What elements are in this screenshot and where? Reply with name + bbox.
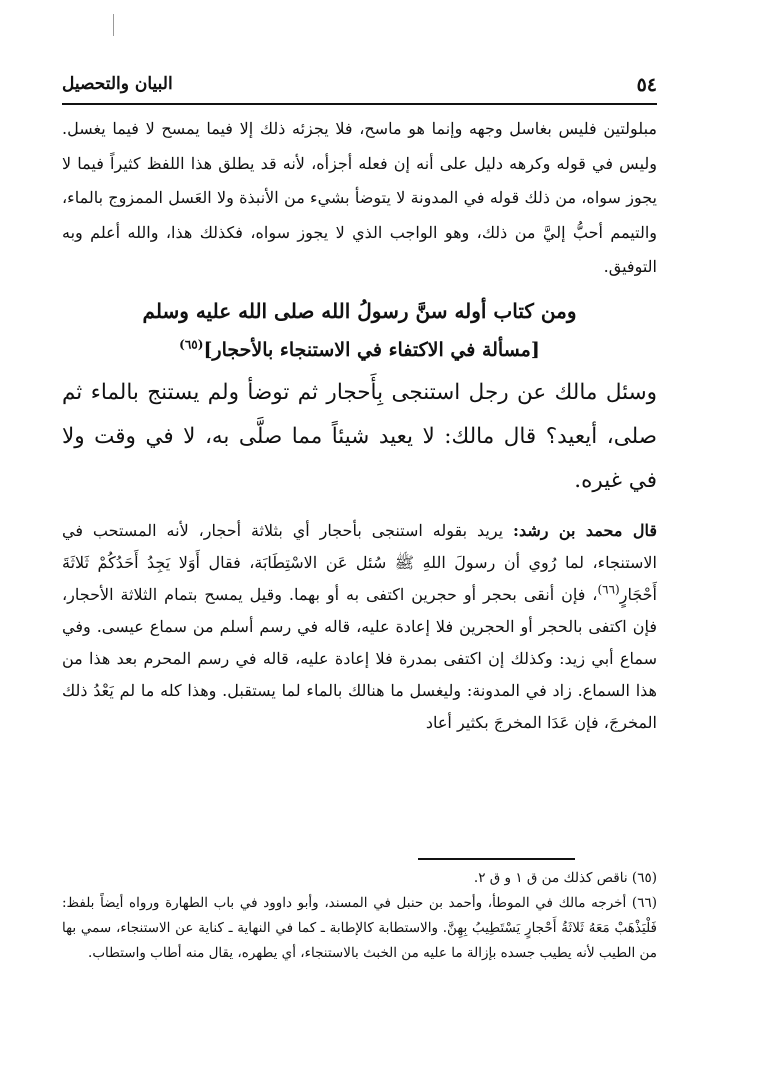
commentary-speaker: قال محمد بن رشد: <box>513 520 658 540</box>
footnote-number: (٦٥) <box>631 870 657 886</box>
footnote-66 <box>62 891 657 966</box>
footnote-number: (٦٦) <box>631 895 657 911</box>
commentary-paragraph <box>62 515 657 739</box>
main-text <box>62 112 657 739</box>
margin-mark <box>113 14 114 36</box>
header-rule <box>62 103 657 105</box>
commentary-text-1: يريد بقوله استنجى بأحجار أي بثلاثة أحجار، لأنه المستحب في الاستنجاء، لما رُوي أن رسولَ اللهِ ﷺ سُئل عَن الاسْتِطَابَة، فقال أَوَلا يَجِدُ أَحَدُكُمْ ثَلاثَةَ أَحْجَارٍ <box>62 520 657 604</box>
commentary-text-2: ، فإن أنقى بحجر أو حجرين اكتفى به أو بهما. وقيل يمسح بتمام الثلاثة الأحجار، فإن اكتفى بالحجر أو الحجرين فلا إعادة عليه، قاله في رسم أسلم من سماع عيسى. وفي سماع أبي زيد: وكذلك إن اكتفى بمدرة فلا إعادة عليه، قاله في رسم المحرم بعد هذا من هذا السماع. زاد في المدونة: وليغسل ما هنالك بالماء لما يستقبل. وهذا كله ما لم يَعْدُ ذلك المخرجَ، فإن عَدَا المخرجَ بكثير أعاد <box>62 584 657 732</box>
footnote-ref-65: (٦٥) <box>179 337 204 352</box>
running-title: البيان والتحصيل <box>62 74 173 94</box>
intro-paragraph: مبلولتين فليس بغاسل وجهه وإنما هو ماسح، فلا يجزئه ذلك إلا فيما يمسح لا فيما يغسل. وليس في قوله وكرهه دليل على أنه إن فعله أجزأه، لأنه قد يطلق هذا اللفظ كثيراً فيما لا يجوز سواه، من ذلك قوله في المدونة لا يتوضأ بشيء من الأنبذة ولا العَسل الممزوج بالماء، والتيمم أحبُّ إليَّ من ذلك، وهو الواجب الذي لا يجوز سواه، فكذلك هذا، والله أعلم وبه التوفيق. <box>62 119 657 276</box>
page-number: ٥٤ <box>636 74 657 96</box>
footnote-ref-66: (٦٦) <box>597 582 620 597</box>
issue-title-text: [مسألة في الاكتفاء في الاستنجاء بالأحجار] <box>203 338 540 361</box>
footnotes <box>62 866 657 966</box>
question-paragraph: وسئل مالك عن رجل استنجى بِأَحجار ثم توضأ ولم يستنج بالماء ثم صلى، أيعيد؟ قال مالك: لا يعيد شيئاً مما صلَّى به، لا في وقت ولا في غيره. <box>62 379 657 493</box>
page-header <box>62 72 657 100</box>
footnote-text: أخرجه مالك في الموطأ، وأحمد بن حنبل في المسند، وأبو داوود في باب الطهارة ورواه أيضاً بلفظ: فَلْيَذْهَبْ مَعَهُ ثَلاثَةُ أَحْجارٍ يَسْتَطِيبُ بِهِنَّ. والاستطابة كالإطابة ـ كما في النهاية ـ كناية عن الاستنجاء، سمي بها من الطيب لأنه يطيب جسده بإزالة ما عليه من الخبث بالاستنجاء، أي يطهره، يقال منه أطاب واستطاب. <box>62 895 657 961</box>
footnote-rule <box>418 858 575 860</box>
footnote-65 <box>62 866 657 891</box>
footnote-text: ناقص كذلك من ق ١ و ق ٢. <box>473 870 628 886</box>
section-heading: ومن كتاب أوله سنَّ رسولُ الله صلى الله عليه وسلم <box>142 298 577 323</box>
issue-title <box>62 331 657 369</box>
